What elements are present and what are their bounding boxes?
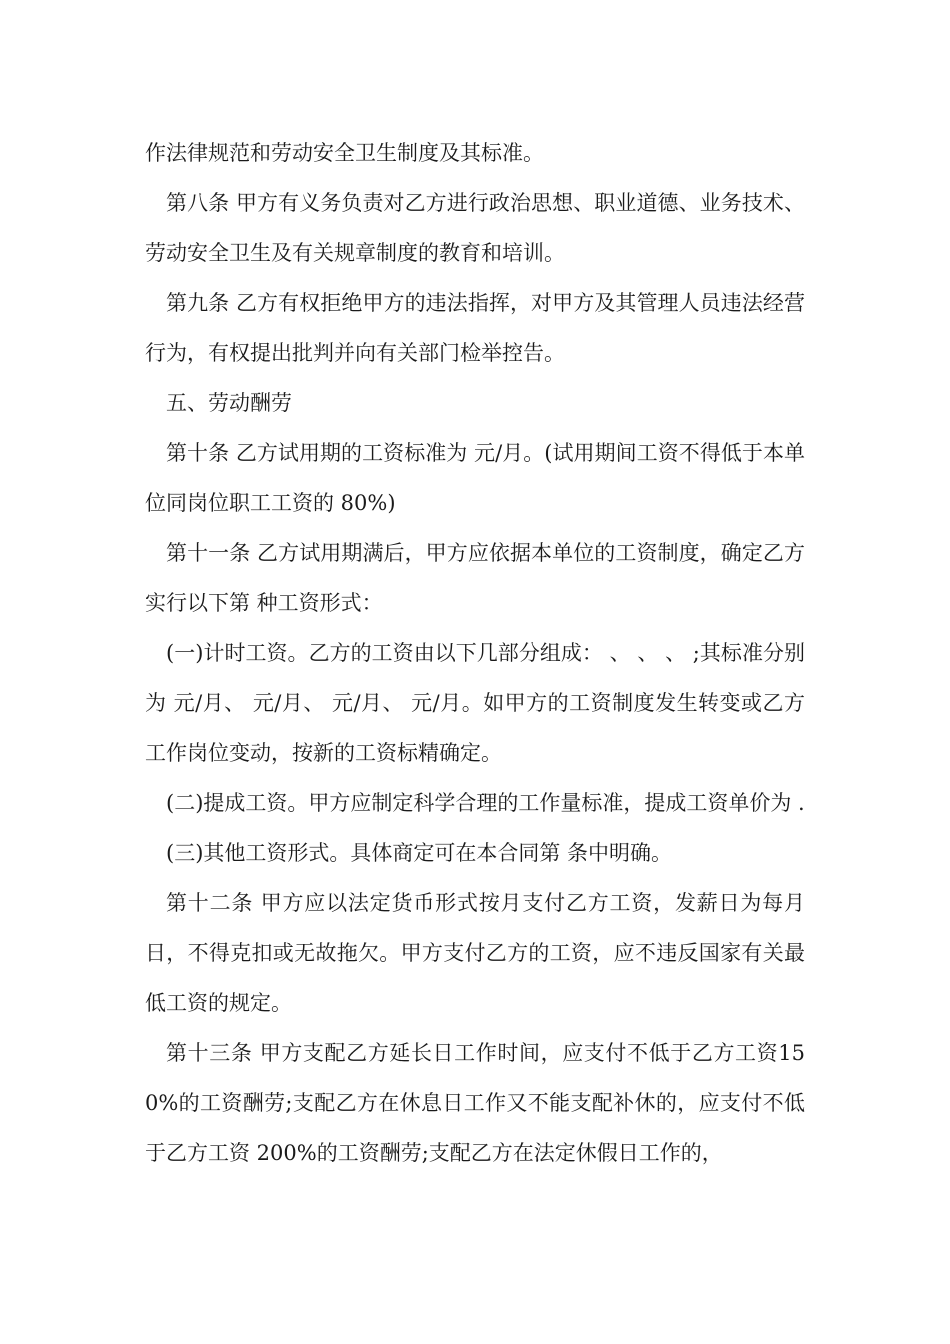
paragraph-item-3-other-wage: (三)其他工资形式。具体商定可在本合同第 条中明确。 (166, 841, 673, 865)
paragraph-continuation: 作法律规范和劳动安全卫生制度及其标准。 (145, 141, 544, 165)
paragraph-item-2-commission-wage: (二)提成工资。甲方应制定科学合理的工作量标准，提成工资单价为 . (166, 791, 805, 815)
paragraph-article-10: 第十条 乙方试用期的工资标准为 元/月。(试用期间工资不得低于本单位同岗位职工工资的 80%) (145, 441, 805, 515)
paragraph-article-12: 第十二条 甲方应以法定货币形式按月支付乙方工资，发薪日为每月 日，不得克扣或无故拖欠。甲方支付乙方的工资，应不违反国家有关最低工资的规定。 (145, 891, 805, 1015)
document-body (145, 128, 805, 1178)
paragraph-article-9: 第九条 乙方有权拒绝甲方的违法指挥，对甲方及其管理人员违法经营行为，有权提出批判并向有关部门检举控告。 (145, 291, 805, 365)
paragraph-item-1-hourly-wage: (一)计时工资。乙方的工资由以下几部分组成： 、 、 、 ;其标准分别为 元/月、 元/月、 元/月、 元/月。如甲方的工资制度发生转变或乙方工作岗位变动，按新的工资标精确定。 (145, 641, 805, 765)
paragraph-article-13: 第十三条 甲方支配乙方延长日工作时间，应支付不低于乙方工资150%的工资酬劳;支配乙方在休息日工作又不能支配补休的，应支付不低于乙方工资 200%的工资酬劳;支配乙方在法定休假日工作的， (145, 1041, 805, 1165)
paragraph-article-8: 第八条 甲方有义务负责对乙方进行政治思想、职业道德、业务技术、劳动安全卫生及有关规章制度的教育和培训。 (145, 191, 805, 265)
section-heading-labor-remuneration: 五、劳动酬劳 (166, 391, 292, 415)
paragraph-article-11: 第十一条 乙方试用期满后，甲方应依据本单位的工资制度，确定乙方实行以下第 种工资形式： (145, 541, 805, 615)
